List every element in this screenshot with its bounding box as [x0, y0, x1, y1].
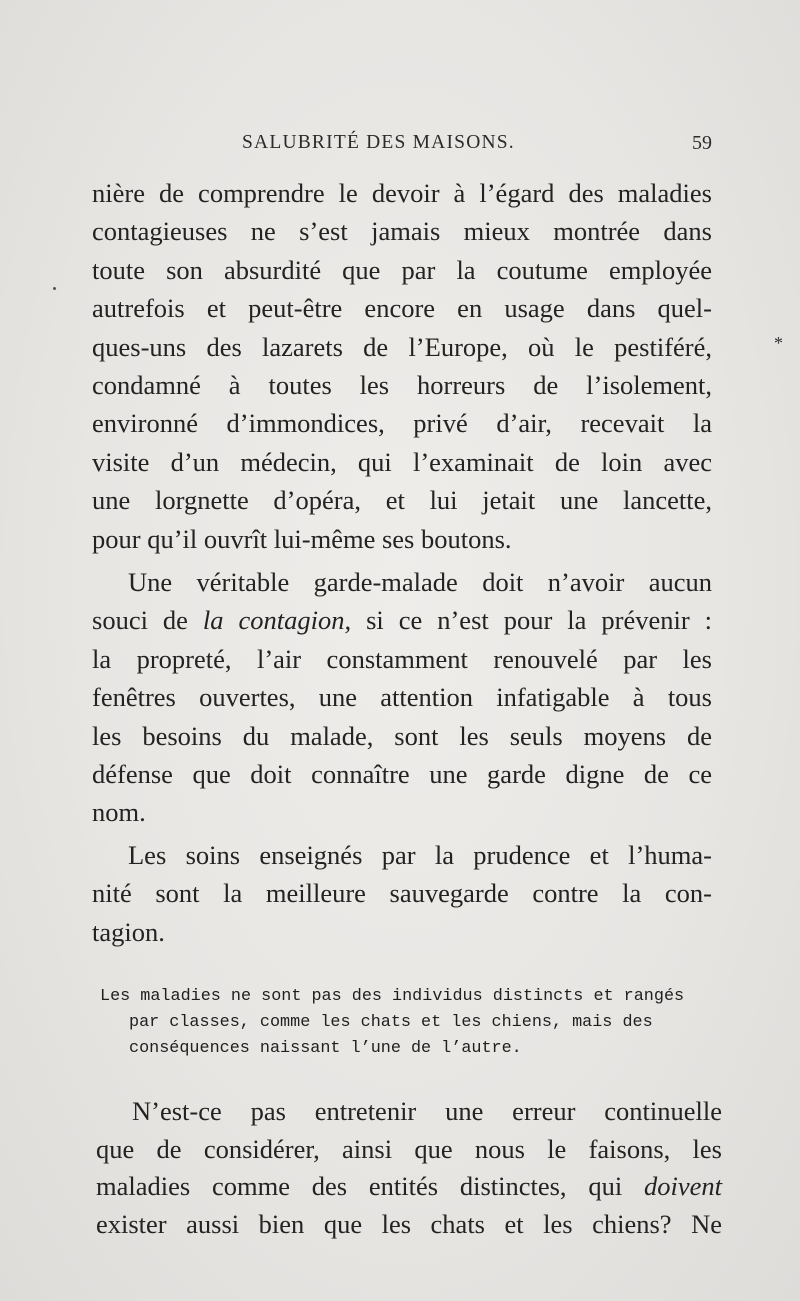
- text-line: N’est-ce pas entretenir une erreur continuelle: [132, 1096, 722, 1126]
- text-line: exister aussi bien que les chats et les chiens? Ne: [96, 1208, 722, 1239]
- text-line: nière de comprendre le devoir à l’égard des maladies: [92, 178, 712, 208]
- text-line: fenêtres ouvertes, une attention infatigable à tous: [92, 682, 712, 713]
- text-line: contagieuses ne s’est jamais mieux montrée dans: [92, 216, 712, 247]
- text-line: [92, 601, 712, 639]
- note-block: [100, 984, 720, 1062]
- text-line: que de considérer, ainsi que nous le faisons, les: [96, 1133, 722, 1164]
- running-head: [90, 132, 712, 160]
- paragraph-3: [92, 836, 712, 951]
- text-segment: souci de: [92, 605, 203, 636]
- text-line: pour qu’il ouvrît lui-même ses boutons.: [92, 523, 512, 554]
- text-line: [96, 1168, 722, 1206]
- text-line: défense que doit connaître une garde digne de ce: [92, 758, 712, 789]
- note-line: Les maladies ne sont pas des individus distincts et rangés: [100, 987, 685, 1006]
- text-segment: maladies comme des entités distinctes, qui: [96, 1171, 644, 1201]
- text-line: toute son absurdité que par la coutume employée: [92, 254, 712, 285]
- italic-term: la contagion,: [202, 605, 352, 636]
- text-line: autrefois et peut-être encore en usage dans quel-: [92, 293, 712, 324]
- text-line: ques-uns des lazarets de l’Europe, où le pestiféré,: [92, 331, 712, 362]
- text-line: condamné à toutes les horreurs de l’isolement,: [92, 369, 712, 400]
- text-line: tagion.: [92, 916, 165, 947]
- paragraph-2: [92, 563, 712, 832]
- text-line: Les soins enseignés par la prudence et l’huma-: [128, 840, 712, 870]
- page-number: 59: [692, 132, 712, 154]
- text-line: une lorgnette d’opéra, et lui jetait une lancette,: [92, 485, 712, 516]
- text-line: environné d’immondices, privé d’air, recevait la: [92, 408, 712, 439]
- paragraph-4: [96, 1093, 722, 1243]
- text-line: nom.: [92, 797, 146, 828]
- note-line: par classes, comme les chats et les chiens, mais des: [129, 1013, 653, 1032]
- text-line: les besoins du malade, sont les seuls moyens de: [92, 720, 712, 751]
- paragraph-1: [92, 174, 712, 558]
- text-line: la propreté, l’air constamment renouvelé par les: [92, 643, 712, 674]
- note-line: conséquences naissant l’une de l’autre.: [129, 1039, 522, 1058]
- text-line: visite d’un médecin, qui l’examinait de loin avec: [92, 446, 712, 477]
- running-title: SALUBRITÉ DES MAISONS.: [242, 132, 515, 153]
- italic-term: doivent: [644, 1171, 722, 1201]
- text-line: Une véritable garde-malade doit n’avoir aucun: [128, 567, 712, 597]
- text-segment: si ce n’est pour la prévenir :: [351, 605, 712, 636]
- margin-mark: *: [774, 333, 783, 353]
- ink-speck: [53, 287, 56, 290]
- text-line: nité sont la meilleure sauvegarde contre la con-: [92, 878, 712, 909]
